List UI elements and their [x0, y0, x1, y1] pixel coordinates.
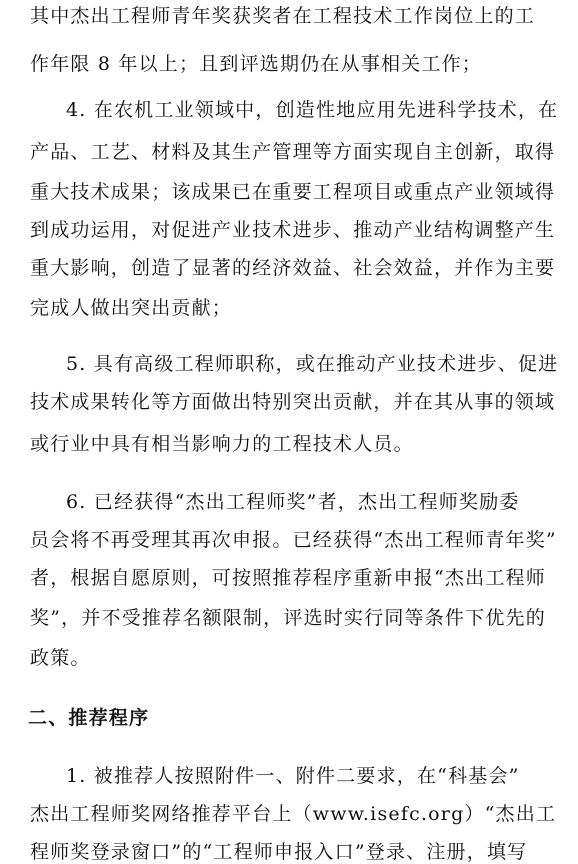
item-6-line-4: 奖”，并不受推荐名额限制，评选时实行同等条件下优先的: [30, 607, 546, 629]
item-4-line-5: 重大影响，创造了显著的经济效益、社会效益，并作为主要: [30, 257, 556, 279]
section-heading: 二、推荐程序: [28, 707, 150, 729]
item-6-line-3: 者，根据自愿原则，可按照推荐程序重新申报“杰出工程师: [30, 567, 546, 589]
procedure-1-line-3: 程师奖登录窗口”的“工程师申报入口”登录、注册，填写: [30, 841, 528, 863]
item-4-line-2: 产品、工艺、材料及其生产管理等方面实现自主创新，取得: [30, 141, 556, 163]
item-4-line-4: 到成功运用，对促进产业技术进步、推动产业结构调整产生: [30, 219, 556, 241]
item-4-line-6: 完成人做出突出贡献；: [30, 297, 233, 319]
item-5-line-1: 5. 具有高级工程师职称，或在推动产业技术进步、促进: [66, 353, 559, 375]
item-6-line-1: 6. 已经获得“杰出工程师奖”者，杰出工程师奖励委: [66, 491, 520, 513]
procedure-1-line-1: 1. 被推荐人按照附件一、附件二要求，在“科基会”: [66, 765, 520, 787]
paragraph-3-line-2: 作年限 8 年以上；且到评选期仍在从事相关工作；: [30, 53, 482, 75]
item-4-line-1: 4. 在农机工业领域中，创造性地应用先进科学技术，在: [66, 99, 559, 121]
procedure-1-line-2: 杰出工程师奖网络推荐平台上（www.isefc.org）“杰出工: [30, 803, 557, 825]
item-4-line-3: 重大技术成果；该成果已在重要工程项目或重点产业领域得: [30, 181, 556, 203]
item-5-line-3: 或行业中具有相当影响力的工程技术人员。: [30, 433, 414, 455]
item-6-line-2: 员会将不再受理其再次申报。已经获得“杰出工程师青年奖”: [30, 529, 557, 551]
paragraph-3-line-1: 其中杰出工程师青年奖获奖者在工程技术工作岗位上的工: [30, 5, 536, 27]
item-6-line-5: 政策。: [30, 647, 91, 669]
item-5-line-2: 技术成果转化等方面做出特别突出贡献，并在其从事的领域: [30, 391, 556, 413]
